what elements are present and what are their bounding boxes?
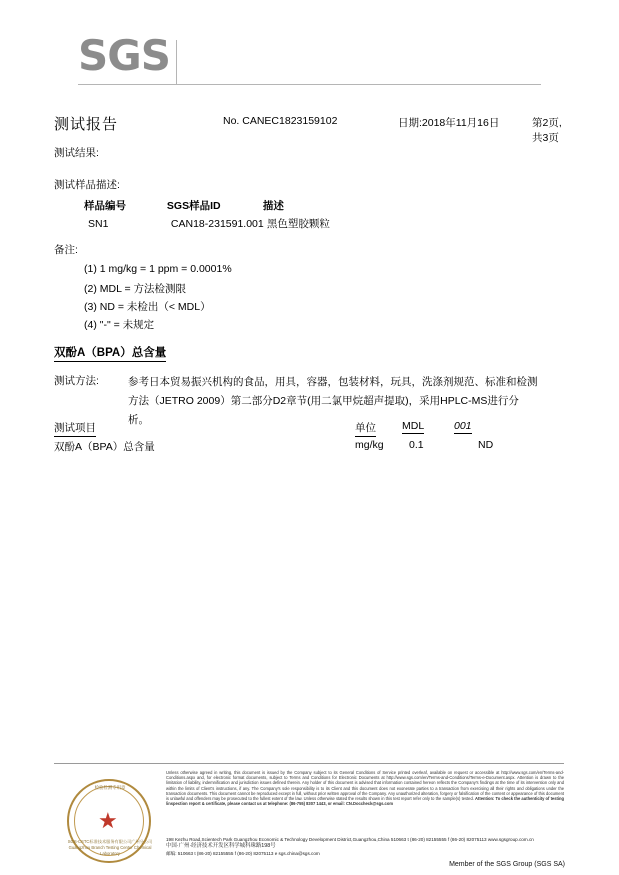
report-number: No. CANEC1823159102 <box>223 115 338 127</box>
cell-sgs-id: CAN18-231591.001 <box>170 218 264 230</box>
page-number: 第2页,共3页 <box>532 117 562 144</box>
stamp-arc-text: 检验检测专用章 <box>94 785 126 790</box>
note-2: (2) MDL = 方法检测限 <box>84 283 186 295</box>
address-en: 198 Kezhu Road,Scientech Park Guangzhou Economic & Technology Development District,Guangzhou,China 510663 t (86-20) 82155555 f (86-20) 82075113 www.sgsgroup.com.cn <box>166 837 534 842</box>
notes-label: 备注: <box>54 244 78 256</box>
member-note: Member of the SGS Group (SGS SA) <box>449 861 565 868</box>
footer-rule <box>54 763 564 764</box>
cell-mdl: 0.1 <box>409 439 424 451</box>
section-heading-bpa: 双酚A（BPA）总含量 <box>54 344 166 362</box>
results-label: 测试结果: <box>54 147 99 159</box>
address-cn: 中国·广州·经济技术开发区科学城科珠路198号 <box>166 843 276 849</box>
table-row <box>84 216 504 231</box>
cell-test-item: 双酚A（BPA）总含量 <box>54 441 155 453</box>
sample-description-label: 测试样品描述: <box>54 179 120 191</box>
note-1: (1) 1 mg/kg = 1 ppm = 0.0001% <box>84 263 232 275</box>
col-sgs-id: SGS样品ID <box>166 200 221 212</box>
col-sample-no: 样品编号 <box>84 200 126 212</box>
title-row <box>54 113 564 144</box>
fine-print-body: Unless otherwise agreed in writing, this document is issued by the Company subject to its General Conditions of Service printed overleaf, available on request or accessible at http://www.sgs.com/en/Terms-and-Conditions.aspx and, for electronic format documents, subject to Terms and Conditions for Electronic Documents at http://www.sgs.com/en/Terms-and-Conditions/Terms-e-Document.aspx. Attention is drawn to the limitation of liability, indemnification and jurisdiction issues defined therein. Any holder of this document is advised that information contained hereon reflects the Company's findings at the time of its intervention only and within the limits of Client's instructions, if any. The Company's sole responsibility is to its Client and this document does not exonerate parties to a transaction from exercising all their rights and obligations under the transaction documents. This document cannot be reproduced except in full, without prior written approval of the Company. Any unauthorized alteration, forgery or falsification of the content or appearance of this document is unlawful and offenders may be prosecuted to the fullest extent of the law. Unless otherwise stated the results shown in this test report refer only to the sample(s) tested. <box>166 770 564 802</box>
test-method-label: 测试方法: <box>54 375 99 387</box>
header-rule <box>78 84 541 85</box>
col-description: 描述 <box>262 200 284 212</box>
note-4: (4) "-" = 未规定 <box>84 319 155 331</box>
page-title: 测试报告 <box>54 116 119 133</box>
fine-print-attention: Attention: To check the authenticity of testing /inspection report & certificate, please contact us at telephone: (86-755) 8307 1443, or email: CN.Doccheck@sgs.com <box>166 796 564 807</box>
note-3: (3) ND = 未检出（< MDL） <box>84 301 211 313</box>
sgs-logo-text: SGS <box>78 31 170 80</box>
col-test-item: 测试项目 <box>54 420 96 437</box>
cell-sample-no: SN1 <box>88 218 109 230</box>
logo-divider <box>176 40 177 84</box>
footer-fine-print <box>166 770 564 806</box>
star-icon: ★ <box>98 808 118 833</box>
address-cn-contact: 邮编: 510663 t (86-20) 82155555 f (86-20) 82075113 e sgs.china@sgs.com <box>166 851 320 856</box>
cell-result-value: ND <box>478 439 494 451</box>
company-stamp-icon <box>62 777 158 873</box>
sample-table-header <box>84 198 504 213</box>
report-date: 日期:2018年11月16日 <box>398 117 500 129</box>
sgs-logo <box>78 31 178 86</box>
col-unit: 单位 <box>355 420 376 437</box>
stamp-caption: SGS-CSTC标准技术服务有限公司广州分公司 Guangzhou Branch Testing Center Chemical Laboratory <box>67 839 153 856</box>
col-sample-001: 001 <box>454 420 472 432</box>
col-mdl: MDL <box>402 420 425 432</box>
cell-description: 黑色塑胶颗粒 <box>266 218 330 230</box>
test-method-text: 参考日本贸易振兴机构的食品，用具，容器，包装材料，玩具，洗涤剂规范、标准和检测方法（JETRO 2009）第二部分D2章节(用二氯甲烷超声提取)，采用HPLC-MS进行分析。 <box>128 376 538 426</box>
footer-address <box>166 836 564 857</box>
cell-unit: mg/kg <box>355 439 384 451</box>
